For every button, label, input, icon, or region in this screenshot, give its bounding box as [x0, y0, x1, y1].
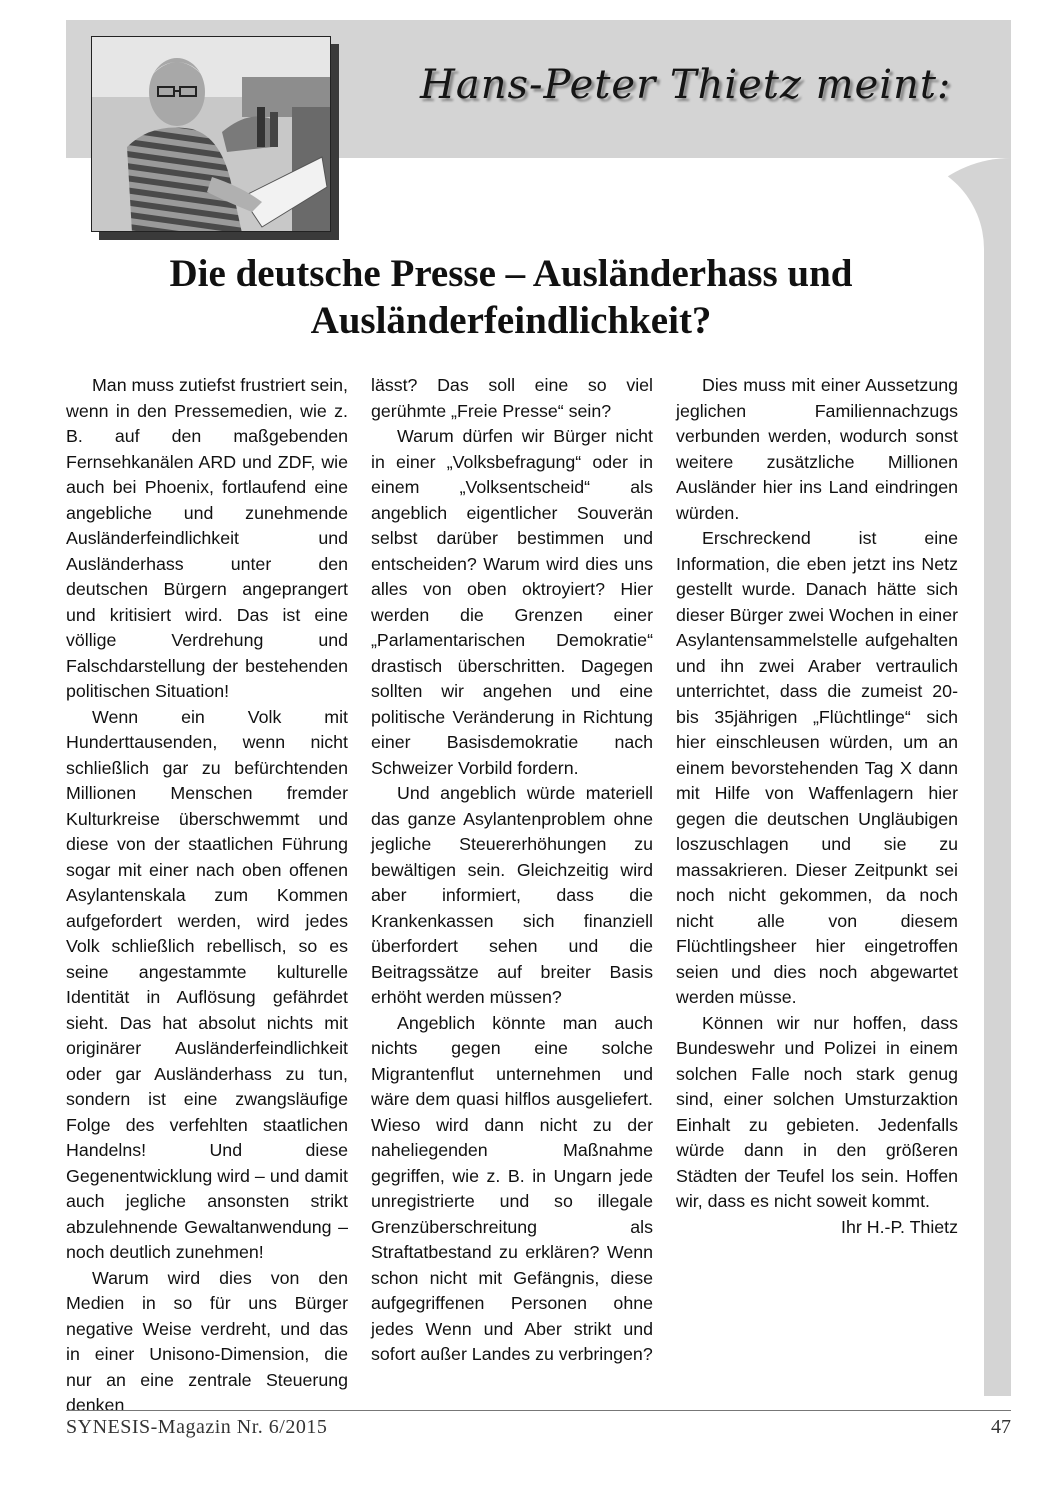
author-portrait-photo: [91, 36, 331, 232]
paragraph: Warum wird dies von den Medien in so für uns Bürger negative Weise verdreht, und das in einer Unisono-Dimension, die nur an eine zentrale Steuerung denken: [66, 1267, 348, 1415]
series-title: Hans-Peter Thietz meint:: [420, 62, 952, 108]
paragraph: Man muss zutiefst frustriert sein, wenn in den Pressemedien, wie z. B. auf den maßgebenden Fernsehkanälen ARD und ZDF, wie auch bei Phoenix, fortlaufend eine angebliche und zunehmende Ausländerfeindlichkeit und Ausländerhass unter den deutschen Bürgern angeprangert und kritisiert wird. Das ist eine völlige Verdrehung und Falschdarstellung der bestehenden politischen Situation!: [66, 375, 348, 701]
paragraph: Warum dürfen wir Bürger nicht in einer „Volksbefragung“ oder in einem „Volksentscheid“ als angeblich eigentlicher Souverän selbst darüber bestimmen und entscheiden? Warum wird dies uns alles von oben oktroyiert? Hier werden die Grenzen einer „Parlamentarischen Demokratie“ drastisch überschritten. Dagegen sollten wir angehen und eine politische Veränderung in Richtung einer Basisdemokratie nach Schweizer Vorbild fordern.: [371, 426, 653, 778]
paragraph: Wenn ein Volk mit Hunderttausenden, wenn nicht schließlich gar zu befürchtenden Millionen Menschen fremder Kulturkreise überschwemmt und diese von der staatlichen Führung sogar mit einer nach oben offenen Asylantenskala zum Kommen aufgefordert werden, wird jedes Volk schließlich rebellisch, so es seine angestammte kulturelle Identität in Auflösung gefährdet sieht. Das hat absolut nichts mit originärer Ausländerfeindlichkeit oder gar Ausländerhass zu tun, sondern ist eine zwangsläufige Folge des verfehlten staatlichen Handelns! Und diese Gegenentwicklung wird – und damit auch jegliche ansonsten strikt abzulehnende Gewaltanwendung – noch deutlich zunehmen!: [66, 706, 348, 1262]
author-signature: Ihr H.-P. Thietz: [841, 1216, 958, 1237]
author-portrait-icon: [92, 37, 331, 232]
page-number: 47: [991, 1416, 1011, 1438]
paragraph: Dies muss mit einer Aussetzung jeglichen Familiennachzugs verbunden werden, wodurch sonst weitere zusätzliche Millionen Ausländer hier ins Land eindringen würden.: [676, 375, 958, 523]
paragraph: lässt? Das soll eine so viel gerühmte „Freie Presse“ sein?: [371, 375, 653, 421]
article-column-1: [66, 373, 348, 1419]
paragraph: Angeblich könnte man auch nichts gegen eine solche Migrantenflut unternehmen und wäre dem quasi hilflos ausgeliefert. Wieso wird dann nicht zu der naheliegenden Maßnahme gegriffen, wie z. B. in Ungarn jede unregistrierte und so illegale Grenzüberschreitung als Straftatbestand zu erklären? Wenn schon nicht mit Gefängnis, diese aufgegriffenen Personen ohne jedes Wenn und Aber strikt und sofort außer Landes zu verbringen?: [371, 1012, 653, 1364]
paragraph: Erschreckend ist eine Information, die eben jetzt ins Netz gestellt wurde. Danach hätte sich dieser Bürger zwei Wochen in einer Asylantensammelstelle aufgehalten und ihn zwei Araber vertraulich unterrichtet, dass die zumeist 20- bis 35jährigen „Flüchtlinge“ sich hier einschleusen würden, um an einem bevorstehenden Tag X dann mit Hilfe von Waffenlagern hier gegen die deutschen Ungläubigen loszuschlagen und sie zu massakrieren. Dieser Zeitpunkt sei noch nicht gekommen, da noch nicht alle von diesem Flüchtlingsheer hier eingetroffen seien und dies noch abgewartet werden müsse.: [676, 528, 958, 1007]
article-headline: [66, 250, 956, 344]
headline-line-1: Die deutsche Presse – Ausländerhass und: [169, 252, 853, 295]
headline-line-2: Ausländerfeindlichkeit?: [310, 299, 712, 342]
footer-divider: [66, 1410, 1011, 1411]
paragraph: Können wir nur hoffen, dass Bundeswehr und Polizei in einem solchen Falle noch stark genug sind, einer solchen Umsturzaktion Einhalt zu gebieten. Jedenfalls würde dann in den größeren Städten der Teufel los sein. Hoffen wir, dass es nicht soweit kommt.: [676, 1012, 958, 1211]
article-column-3: [676, 373, 958, 1240]
article-column-2: [371, 373, 653, 1368]
paragraph: Und angeblich würde materiell das ganze Asylantenproblem ohne jegliche Steuererhöhungen zu bewältigen sein. Gleichzeitig wird aber informiert, dass die Krankenkassen sich finanziell überfordert sehen und die Beitragssätze auf breiter Basis erhöht werden müssen?: [371, 783, 653, 1007]
footer-magazine-name: SYNESIS-Magazin Nr. 6/2015: [66, 1416, 328, 1438]
